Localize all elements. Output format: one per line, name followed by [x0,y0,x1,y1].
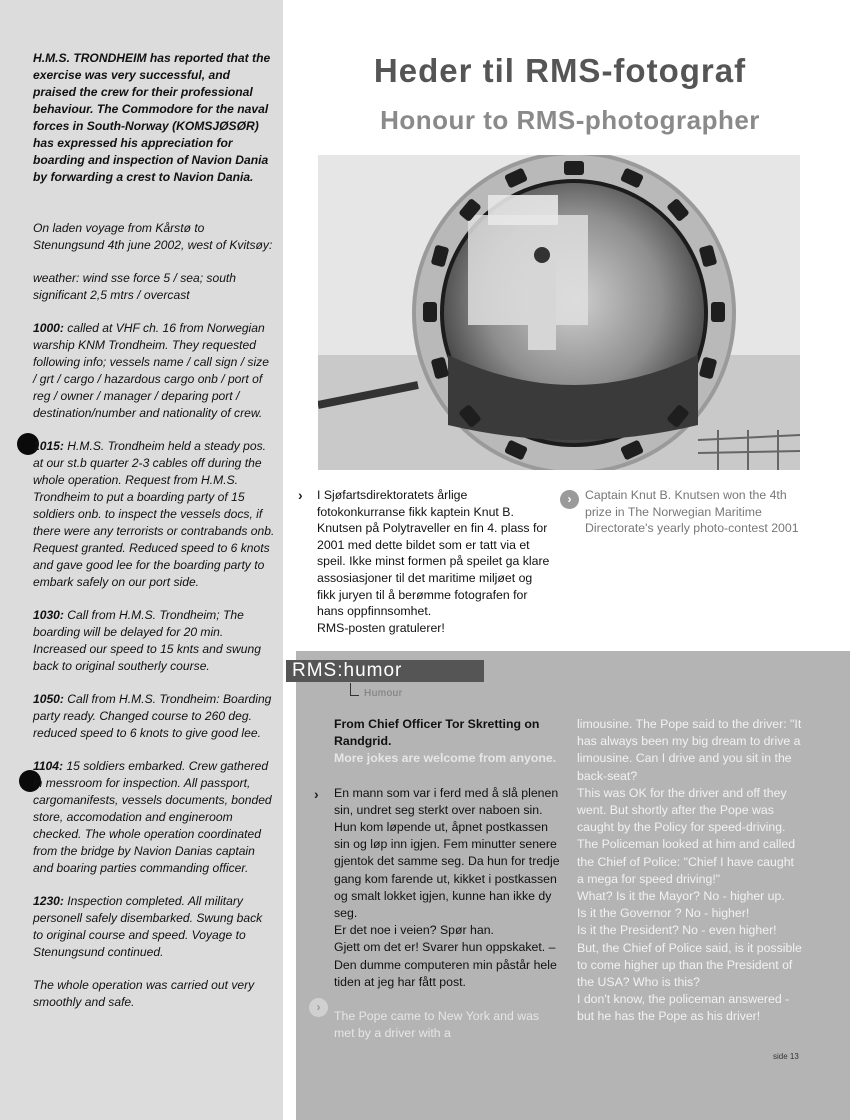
pope-line: Is it the Governor ? No - higher! [577,906,750,921]
log-entry [33,893,275,961]
pope-line: What? Is it the Mayor? No - higher up. [577,889,785,904]
circle-chevron-icon: › [560,490,579,509]
caption-no-closing: RMS-posten gratulerer! [317,620,445,635]
log-time: 1104: [33,759,64,773]
log-entry [33,438,275,591]
log-time: 1050: [33,692,64,706]
log-time: 1015: [33,439,64,453]
humor-right-column [577,716,802,1026]
humor-subtitle: Humour [364,688,403,699]
chevron-right-icon: › [314,786,319,802]
caption-norwegian [317,487,552,636]
humor-tab: RMS:humor [286,660,484,682]
joke-no-body: En mann som var i ferd med å slå plenen sin, undret seg sterkt over naboen sin. Hun kom løpende ut, åpnet postkassen sin og løp inn igjen. Fem minutter senere gjentok det samme seg. Da hun for tredje gang kom farende ut, kikket i postkassen og smalt lokket igjen, kunne han ikke dy seg. [334,785,560,921]
log-entry [33,691,275,742]
log-text: called at VHF ch. 16 from Norwegian warship KNM Trondheim. They requested following info; vessels name / call sign / size / grt / cargo / hazardous cargo onb / port of reg / owner / manager / deparing port / destination/number and nationality of crew. [33,321,269,420]
pope-line: I don't know, the policeman answered - but he has the Pope as his driver! [577,992,790,1024]
pope-line: This was OK for the driver and off they went. But shortly after the Pope was caught by the Policy for speed-driving. [577,785,787,835]
pope-line: The Policeman looked at him and called the Chief of Police: "Chief I have caught a mega for speed driving!" [577,837,796,886]
humor-invite: More jokes are welcome from anyone. [334,751,557,766]
log-text: Inspection completed. All military personell safely disembarked. Swung back to original course and speed. Voyage to Stenungsund continued. [33,894,263,959]
mirror-photo [318,155,800,470]
log-text: Call from H.M.S. Trondheim: Boarding party ready. Changed course to 260 deg. reduced speed to 6 knots to give good lee. [33,692,272,740]
log-entry [33,758,275,877]
left-article [33,50,275,1027]
joke-pope-start: The Pope came to New York and was met by a driver with a [334,1009,540,1041]
mirror-illustration [318,155,800,470]
log-text: 15 soldiers embarked. Crew gathered in messroom for inspection. All passport, cargomanifests, vessels documents, bonded store, accomodation and engineroom checked. The whole operation coordinated from the bridge by Navion Danias captain and boaring parties commanding officer. [33,759,272,875]
joke-norwegian [334,785,560,991]
crest-report: H.M.S. TRONDHEIM has reported that the exercise was very successful, and praised the crew for their professional behaviour. The Commodore for the naval forces in South-Norway (KOMSJØSØR) has expressed his appreciation for boarding and inspection of Navion Dania by forwarding a crest to Navion Dania. [33,51,271,184]
weather-report: weather: wind sse force 5 / sea; south significant 2,5 mtrs / overcast [33,271,237,302]
page-title: Heder til RMS-fotograf [373,52,747,89]
caption-no-body: I Sjøfartsdirektoratets årlige fotokonkurranse fikk kaptein Knut B. Knutsen på Polytraveller en fin 4. plass for 2001 med dette bildet som er tatt via et speil. Ikke minst formen på speilet ga klare assosiasjoner til det maritime miljøet og fikk juryen til å berømme fotografen for hans oppfinnsomhet. [317,488,550,619]
log-time: 1230: [33,894,64,908]
page-number: side 13 [773,1052,799,1061]
circle-chevron-icon: › [309,998,328,1017]
humor-credit: From Chief Officer Tor Skretting on Randgrid. [334,717,540,749]
chevron-right-icon: › [298,487,303,503]
humor-sub-connector [350,683,359,696]
log-time: 1000: [33,321,64,335]
pope-line: But, the Chief of Police said, is it possible to come higher up than the President of the USA? Who is this? [577,940,802,990]
joke-no-answer: Gjett om det er! Svarer hun oppskaket. – Den dumme computeren min påstår hele tiden at jeg har fått post. [334,940,557,989]
log-text: H.M.S. Trondheim held a steady pos. at our st.b quarter 2-3 cables off during the whole operation. Request from H.M.S. Trondheim to put a boarding party of 15 soldiers onb. to inspect the vessels docs, if there were any terrorists or contrabands onb. Request granted. Reduced speed to 6 knots and gave good lee for the boarding party to embark safely on our port side. [33,439,275,589]
pope-line: Is it the President? No - even higher! [577,923,777,938]
joke-no-question: Er det noe i veien? Spør han. [334,923,494,938]
log-text: Call from H.M.S. Trondheim; The boarding will be delayed for 20 min. Increased our speed to 15 knts and swung back to original southerly course. [33,608,261,673]
log-time: 1030: [33,608,64,622]
humor-left-column [334,716,560,1042]
pope-line: limousine. The Pope said to the driver: "It has always been my big dream to drive a limousine. Can I drive and you sit in the back-seat? [577,717,802,783]
voyage-intro: On laden voyage from Kårstø to Stenungsund 4th june 2002, west of Kvitsøy: [33,221,273,252]
page-subtitle: Honour to RMS-photographer [380,105,760,135]
log-entry [33,320,275,422]
caption-english: Captain Knut B. Knutsen won the 4th prize in The Norwegian Maritime Directorate's yearly photo-contest 2001 [585,488,799,536]
closing-remark: The whole operation was carried out very smoothly and safe. [33,978,255,1009]
log-entry [33,607,275,675]
